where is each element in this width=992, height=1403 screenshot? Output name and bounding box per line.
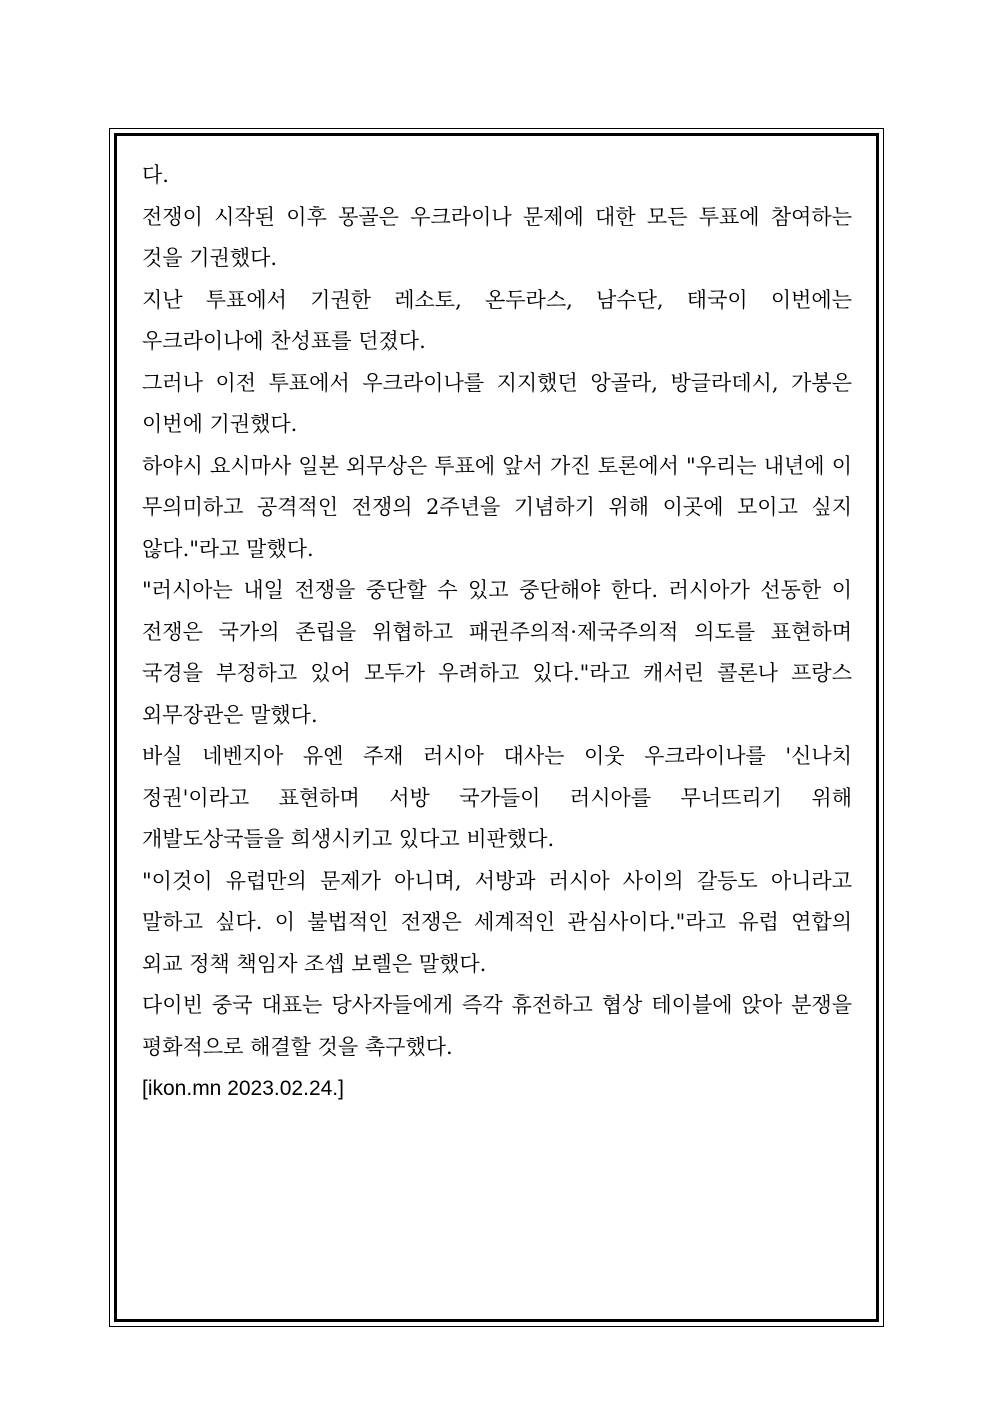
paragraph-continuation: 다. bbox=[142, 163, 169, 187]
paragraph-vote-changes: 지난 투표에서 기권한 레소토, 온두라스, 남수단, 태국이 이번에는 우크라이나에 찬성표를 던졌다. bbox=[142, 287, 852, 353]
paragraph-russia-ambassador: 바실 네벤지아 유엔 주재 러시아 대사는 이웃 우크라이나를 '신나치 정권'이라고 표현하며 서방 국가들이 러시아를 무너뜨리기 위해 개발도상국들을 희생시키고 있다고 비판했다. bbox=[142, 744, 852, 851]
paragraph-mongolia-abstain: 전쟁이 시작된 이후 몽골은 우크라이나 문제에 대한 모든 투표에 참여하는 것을 기권했다. bbox=[142, 204, 852, 270]
paragraph-japan-quote: 하야시 요시마사 일본 외무상은 투표에 앞서 가진 토론에서 "우리는 내년에 이 무의미하고 공격적인 전쟁의 2주년을 기념하기 위해 이곳에 모이고 싶지 않다."라고 말했다. bbox=[142, 453, 852, 561]
article-body bbox=[142, 155, 852, 1110]
paragraph-eu-quote: "이것이 유럽만의 문제가 아니며, 서방과 러시아 사이의 갈등도 아니라고 말하고 싶다. 이 불법적인 전쟁은 세계적인 관심사이다."라고 유럽 연합의 외교 정책 책임자 조셉 보렐은 말했다. bbox=[142, 868, 852, 976]
paragraph-abstentions: 그러나 이전 투표에서 우크라이나를 지지했던 앙골라, 방글라데시, 가봉은 이번에 기권했다. bbox=[142, 370, 852, 436]
paragraph-china-representative: 다이빈 중국 대표는 당사자들에게 즉각 휴전하고 협상 테이블에 앉아 분쟁을 평화적으로 해결할 것을 촉구했다. bbox=[142, 993, 852, 1059]
source-citation: [ikon.mn 2023.02.24.] bbox=[142, 1077, 344, 1100]
paragraph-france-quote: "러시아는 내일 전쟁을 중단할 수 있고 중단해야 한다. 러시아가 선동한 이 전쟁은 국가의 존립을 위협하고 패권주의적·제국주의적 의도를 표현하며 국경을 부정하고 있어 모두가 우려하고 있다."라고 캐서린 콜론나 프랑스 외무장관은 말했다. bbox=[142, 578, 852, 727]
